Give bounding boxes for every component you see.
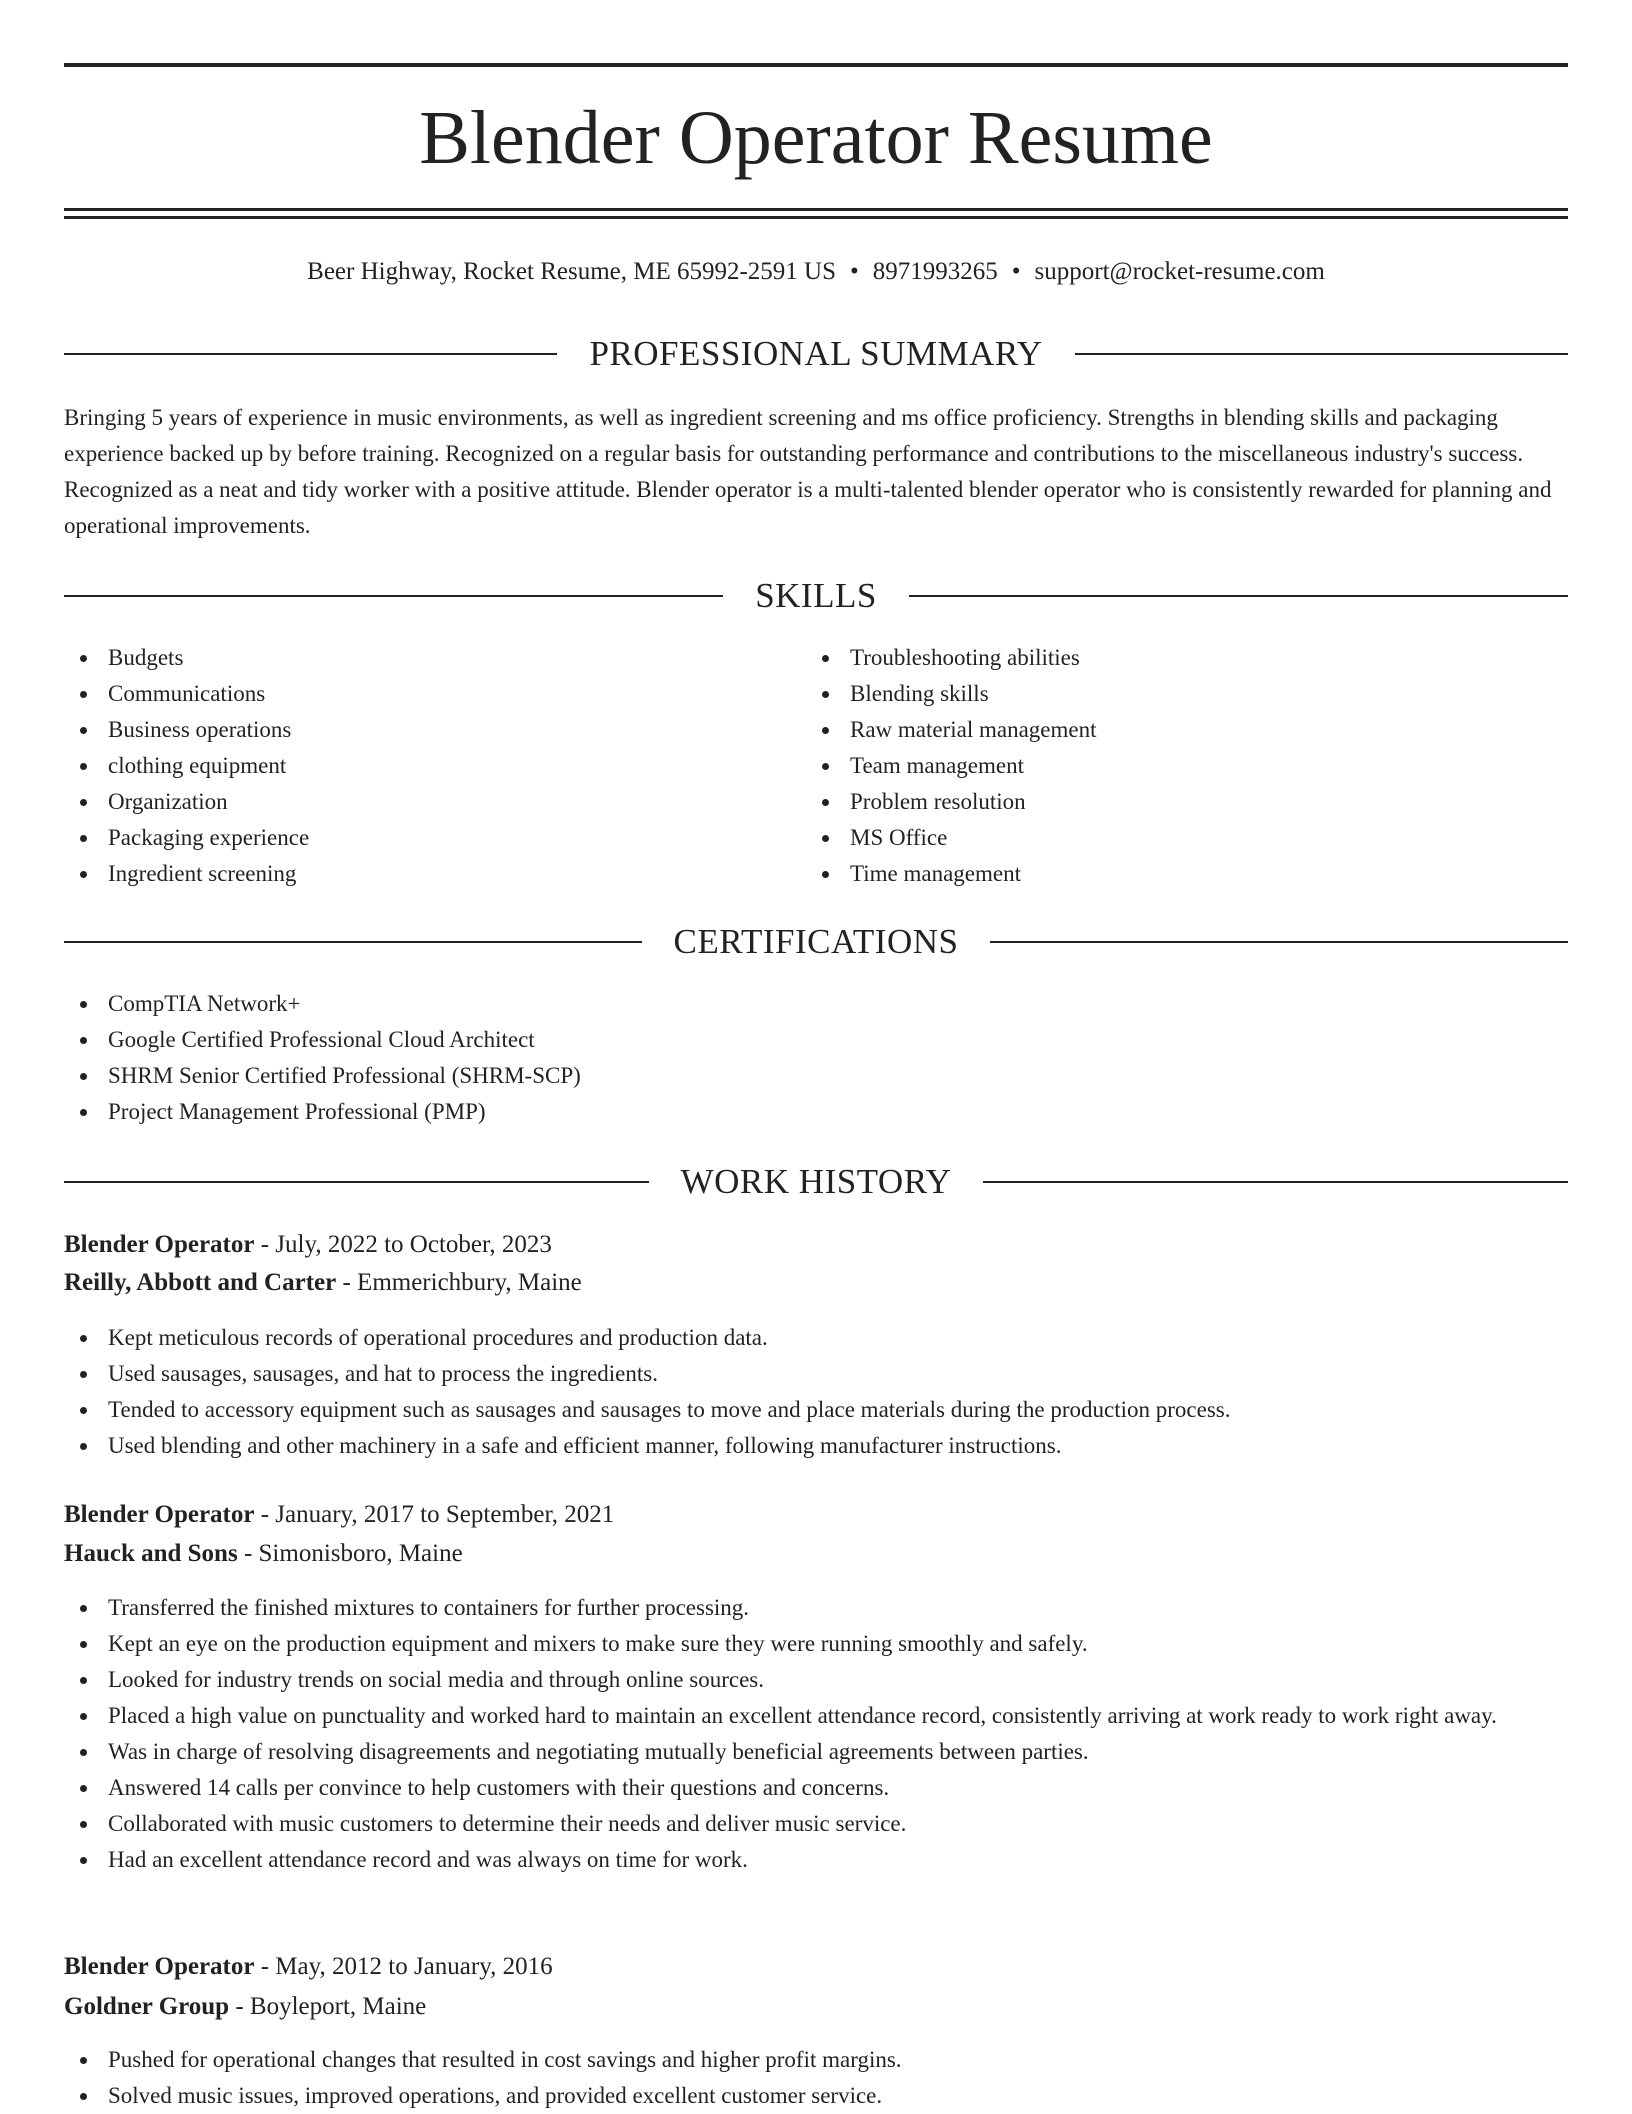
job-bullets — [64, 1320, 1568, 1464]
job-bullet: Tended to accessory equipment such as sausages and sausages to move and place materials during the production process. — [64, 1392, 1568, 1428]
contact-phone: 8971993265 — [872, 258, 998, 285]
contact-separator: • — [850, 258, 859, 285]
section-title: PROFESSIONAL SUMMARY — [589, 334, 1043, 373]
heading-rule-right — [909, 595, 1568, 597]
double-rule-lower — [64, 216, 1568, 219]
job-bullets — [64, 1590, 1568, 1878]
job-title-line — [64, 1226, 1568, 1264]
skill-item: Problem resolution — [806, 784, 1506, 820]
heading-rule-right — [1075, 353, 1568, 355]
job-title: Blender Operator — [64, 1953, 255, 1980]
skill-item: Blending skills — [806, 676, 1506, 712]
skill-item: Troubleshooting abilities — [806, 640, 1506, 676]
job-bullets — [64, 2042, 1568, 2114]
section-title: WORK HISTORY — [680, 1162, 952, 1201]
job-location: - Emmerichbury, Maine — [336, 1269, 582, 1296]
heading-rule-right — [983, 1181, 1568, 1183]
job-bullet: Used blending and other machinery in a safe and efficient manner, following manufacturer instructions. — [64, 1428, 1568, 1464]
heading-rule-left — [64, 1181, 649, 1183]
job-bullet: Had an excellent attendance record and was always on time for work. — [64, 1842, 1568, 1878]
job-bullet: Transferred the finished mixtures to containers for further processing. — [64, 1590, 1568, 1626]
job-title-line — [64, 1948, 1568, 1986]
skill-item: Raw material management — [806, 712, 1506, 748]
contact-separator: • — [1011, 258, 1021, 285]
job-bullet: Solved music issues, improved operations, and provided excellent customer service. — [64, 2078, 1568, 2114]
double-rule-upper — [64, 208, 1568, 211]
certification-item: CompTIA Network+ — [64, 986, 1568, 1022]
resume-title: Blender Operator Resume — [419, 96, 1213, 180]
job-company-line — [64, 1535, 1568, 1573]
skill-item: clothing equipment — [64, 748, 764, 784]
section-title: CERTIFICATIONS — [673, 922, 959, 961]
job-dates: - July, 2022 to October, 2023 — [254, 1231, 552, 1258]
job-bullet: Placed a high value on punctuality and worked hard to maintain an excellent attendance record, consistently arriving at work ready to work right away. — [64, 1698, 1568, 1734]
job-title: Blender Operator — [64, 1501, 255, 1528]
job-bullet: Looked for industry trends on social media and through online sources. — [64, 1662, 1568, 1698]
section-heading-skills — [64, 574, 1568, 618]
skills-list-left — [64, 640, 764, 892]
skill-item: MS Office — [806, 820, 1506, 856]
summary-text: Bringing 5 years of experience in music environments, as well as ingredient screening and ms office proficiency. Strengths in blending skills and packaging experience backed up by before training. Recognized on a regular basis for outstanding performance and contributions to the miscellaneous industry's success. Recognized as a neat and tidy worker with a positive attitude. Blender operator is a multi-talented blender operator who is consistently rewarded for planning and operational improvements. — [64, 405, 1552, 538]
job-bullet: Was in charge of resolving disagreements and negotiating mutually beneficial agreements between parties. — [64, 1734, 1568, 1770]
job-company: Reilly, Abbott and Carter — [64, 1269, 337, 1296]
certification-item: Project Management Professional (PMP) — [64, 1094, 1568, 1130]
job-bullet: Answered 14 calls per convince to help customers with their questions and concerns. — [64, 1770, 1568, 1806]
job-location: - Simonisboro, Maine — [237, 1540, 463, 1567]
certification-item: SHRM Senior Certified Professional (SHRM-SCP) — [64, 1058, 1568, 1094]
heading-rule-left — [64, 353, 557, 355]
job-title: Blender Operator — [64, 1231, 255, 1258]
skills-list-right — [806, 640, 1506, 892]
section-title: SKILLS — [755, 576, 877, 615]
contact-email: support@rocket-resume.com — [1034, 258, 1325, 285]
job-bullet: Used sausages, sausages, and hat to process the ingredients. — [64, 1356, 1568, 1392]
heading-rule-left — [64, 941, 642, 943]
job-bullet: Collaborated with music customers to determine their needs and deliver music service. — [64, 1806, 1568, 1842]
job-company-line — [64, 1988, 1568, 2026]
contact-address: Beer Highway, Rocket Resume, ME 65992-2591 US — [307, 258, 837, 285]
section-heading-summary — [64, 332, 1568, 376]
skill-item: Organization — [64, 784, 764, 820]
job-company-line — [64, 1264, 1568, 1302]
skill-item: Ingredient screening — [64, 856, 764, 892]
job-dates: - May, 2012 to January, 2016 — [254, 1953, 553, 1980]
heading-rule-left — [64, 595, 723, 597]
job-location: - Boyleport, Maine — [229, 1993, 427, 2020]
certification-item: Google Certified Professional Cloud Architect — [64, 1022, 1568, 1058]
skill-item: Business operations — [64, 712, 764, 748]
job-bullet: Kept an eye on the production equipment and mixers to make sure they were running smoothly and safely. — [64, 1626, 1568, 1662]
job-dates: - January, 2017 to September, 2021 — [254, 1501, 615, 1528]
skill-item: Team management — [806, 748, 1506, 784]
skill-item: Packaging experience — [64, 820, 764, 856]
certifications-list — [64, 986, 1568, 1130]
skill-item: Time management — [806, 856, 1506, 892]
job-company: Goldner Group — [64, 1993, 230, 2020]
section-heading-work-history — [64, 1160, 1568, 1204]
job-company: Hauck and Sons — [64, 1540, 238, 1567]
contact-line — [64, 254, 1568, 290]
heading-rule-right — [990, 941, 1568, 943]
skill-item: Budgets — [64, 640, 764, 676]
job-bullet: Pushed for operational changes that resulted in cost savings and higher profit margins. — [64, 2042, 1568, 2078]
section-heading-certifications — [64, 920, 1568, 964]
job-title-line — [64, 1496, 1568, 1534]
skill-item: Communications — [64, 676, 764, 712]
job-bullet: Kept meticulous records of operational procedures and production data. — [64, 1320, 1568, 1356]
top-rule — [64, 63, 1568, 67]
